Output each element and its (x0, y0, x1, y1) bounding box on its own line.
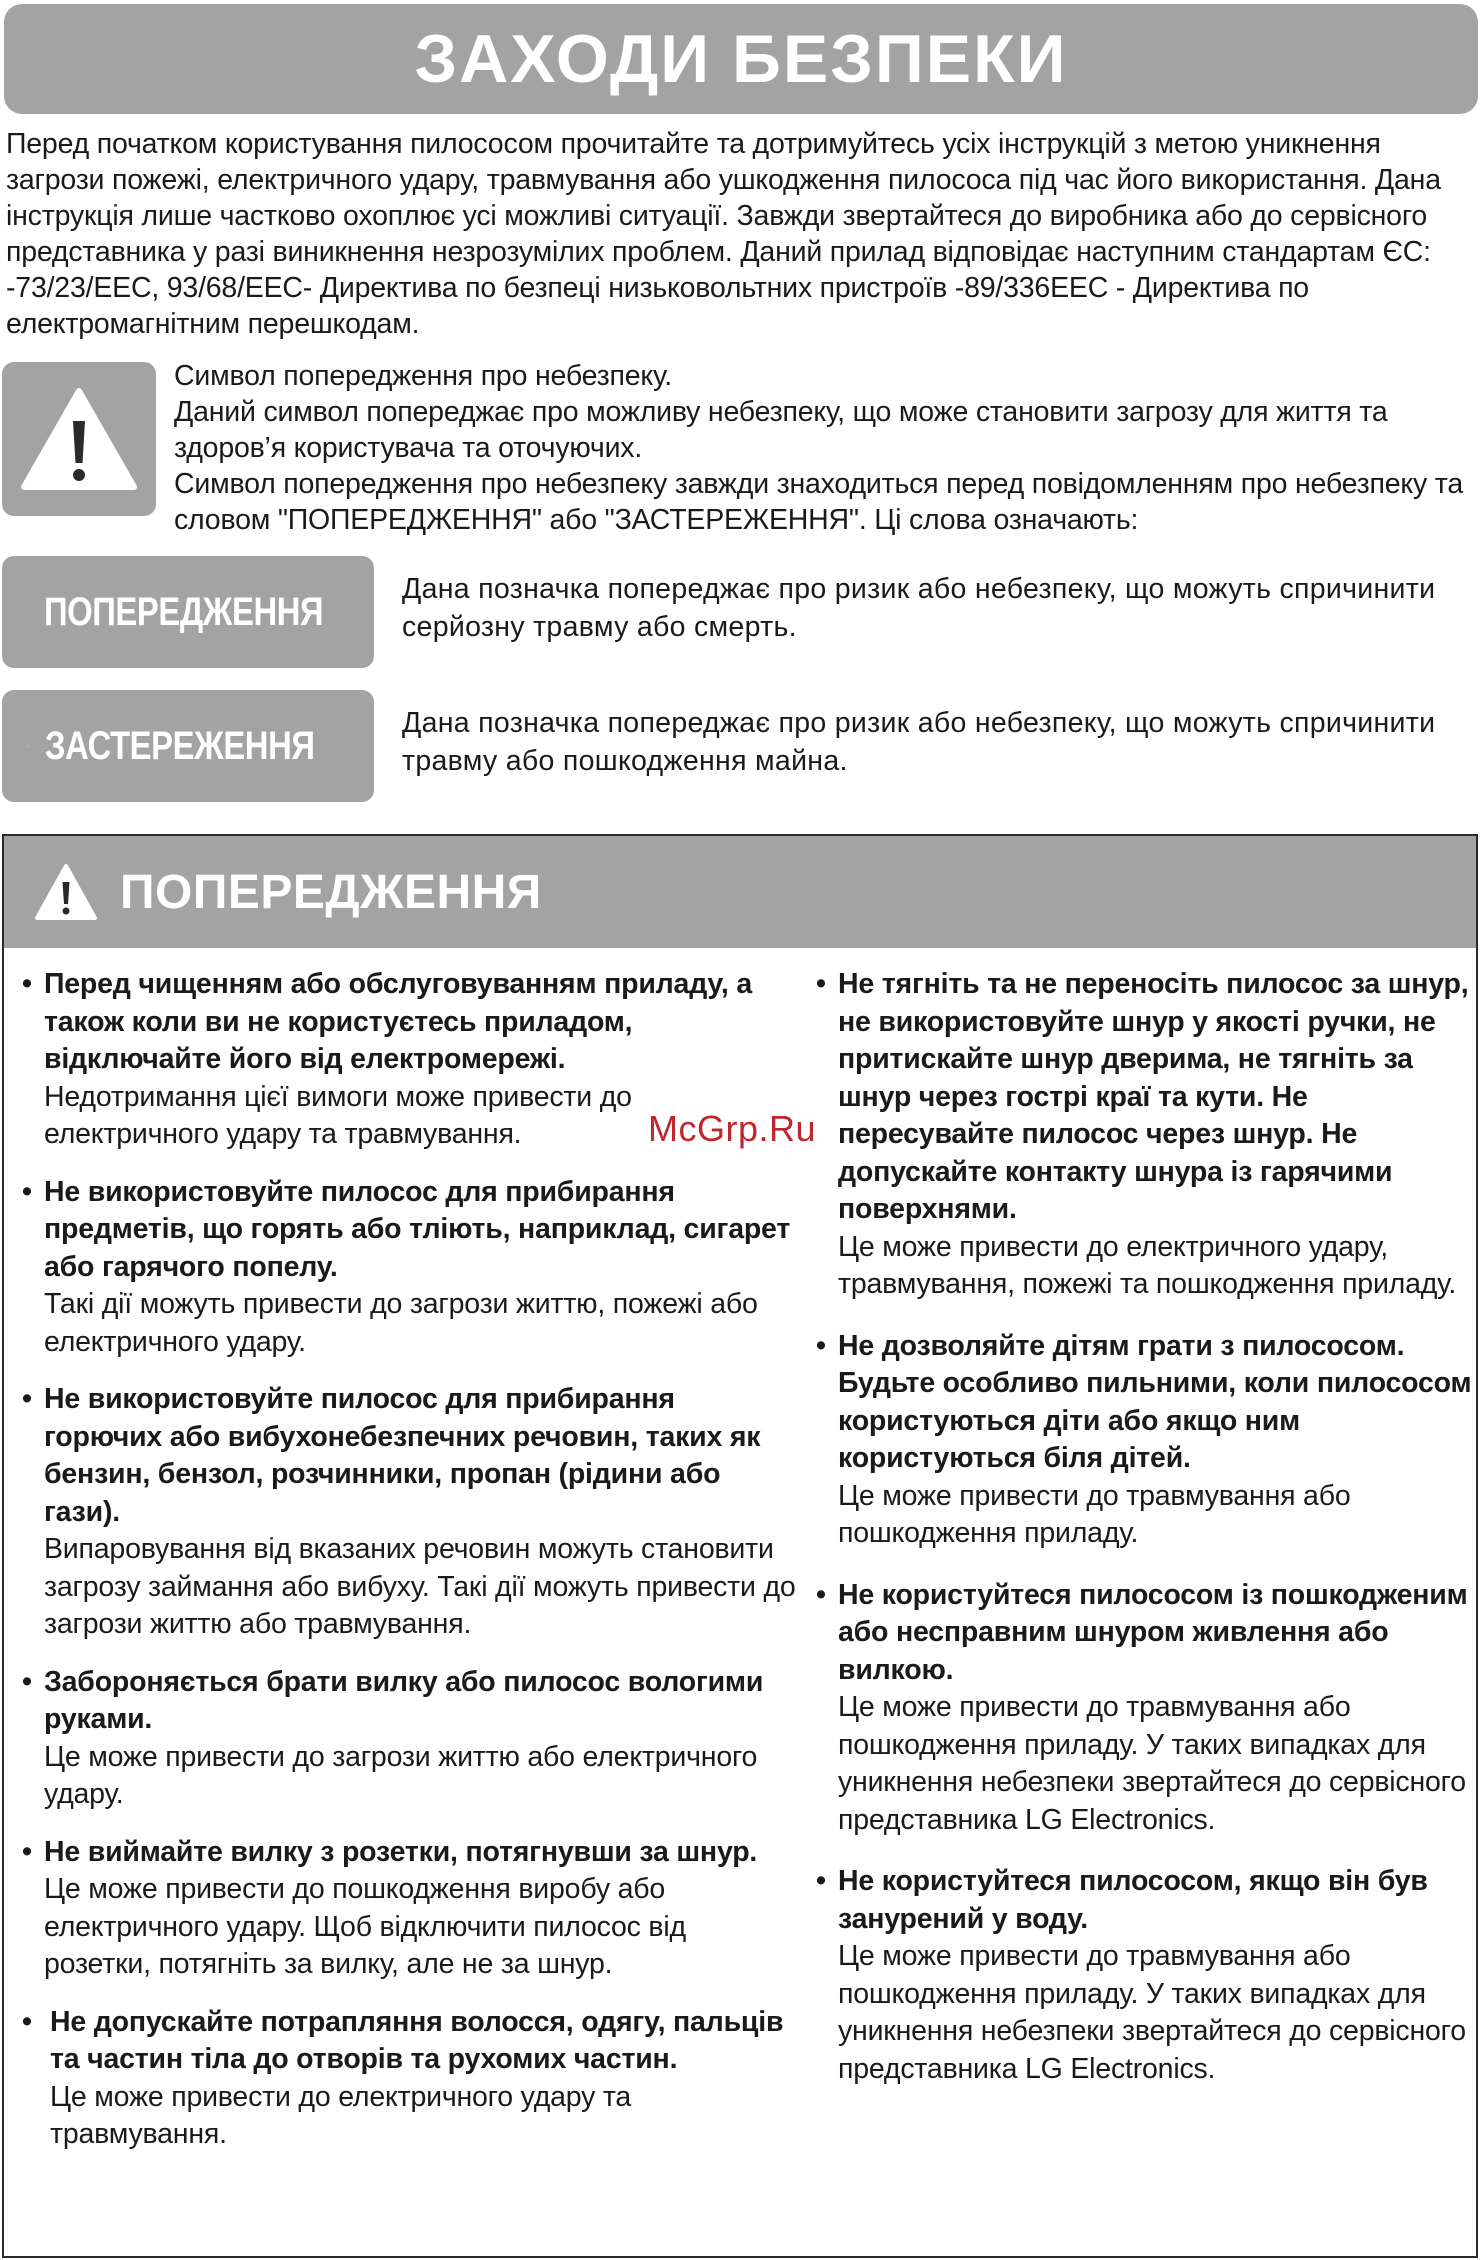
warning-section-header (4, 836, 1476, 948)
warning-triangle-icon (34, 863, 98, 921)
warning-item-text: Це може привести до травмування або пошкодження приладу. (838, 1479, 1351, 1549)
bullet: • (816, 1329, 826, 1362)
symbol-line: Символ попередження про небезпеку завжди знаходиться перед повідомленням про небезпеку та словом "ПОПЕРЕДЖЕННЯ" або "ЗАСТЕРЕЖЕННЯ". Ці слова означають: (174, 468, 1463, 536)
watermark: McGrp.Ru (648, 1108, 817, 1149)
warning-item (22, 1381, 798, 1644)
warning-item-text: Випаровування від вказаних речовин можуть становити загрозу займання або вибуху. Такі дії можуть привести до загрози життю або травмування. (44, 1533, 796, 1640)
warning-section (2, 834, 1478, 2258)
warning-item-title: Не використовуйте пилосос для прибирання горючих або вибухонебезпечних речовин, таких як бензин, бензол, розчинники, пропан (рідини або гази). (44, 1383, 761, 1528)
bullet: • (816, 968, 826, 1000)
badge-caution (2, 690, 374, 802)
warning-item-text: Це може привести до електричного удару, травмування, пожежі та пошкодження приладу. (838, 1230, 1457, 1300)
bullet: • (22, 2005, 32, 2038)
warning-section-title: ПОПЕРЕДЖЕННЯ (120, 865, 542, 919)
badge-label: ЗАСТЕРЕЖЕННЯ (45, 723, 315, 768)
badge-description: Дана позначка попереджає про ризик або небезпеку, що можуть спричинити травму або пошкодження майна. (402, 707, 1436, 777)
warning-item (22, 1174, 798, 1362)
warning-item (816, 1863, 1476, 2088)
warning-item-title: Не використовуйте пилосос для прибирання предметів, що горять або тліють, наприклад, сигарет або гарячого попелу. (44, 1175, 791, 1283)
intro-paragraph: Перед початком користування пилососом прочитайте та дотримуйтесь усіх інструкцій з метою уникнення загрози пожежі, електричного удару, травмування або ушкодження пилососа під час його використання. Дана інструкція лише частково охоплює усі можливі ситуації. Завжди звертайтеся до виробника або до сервісного представника у разі виникнення незрозумілих проблем. Даний прилад відповідає наступним стандартам ЄС: -73/23/EEC, 93/68/EEC- Директива по безпеці низьковольтних пристроїв -89/336EEC - Директива по електромагнітним перешкодам. (6, 128, 1441, 340)
warning-item (816, 1328, 1476, 1553)
warning-item-title: Не тягніть та не переносіть пилосос за шнур, не використовуйте шнур у якості ручки, не притискайте шнур дверима, не тягніть за шнур через гострі краї та кути. Не пересувайте пилосос через шнур. Не допускайте контакту шнура із гарячими поверхнями. (838, 968, 1469, 1225)
bullet: • (22, 1175, 32, 1208)
symbol-line: Символ попередження про небезпеку. (174, 360, 672, 392)
symbol-explanation (174, 358, 1478, 538)
page-title: ЗАХОДИ БЕЗПЕКИ (414, 21, 1068, 97)
bullet: • (816, 1865, 826, 1897)
warning-item-title: Не виймайте вилку з розетки, потягнувши за шнур. (44, 1835, 758, 1868)
warning-column-right (816, 966, 1476, 2088)
warning-item-text: Це може привести до травмування або пошкодження приладу. У таких випадках для уникнення небезпеки звертайтеся до сервісного представника LG Electronics. (838, 1691, 1466, 1836)
warning-symbol-box (2, 362, 156, 516)
warning-triangle-icon (20, 387, 138, 491)
title-bar (4, 4, 1478, 114)
badge-label: ПОПЕРЕДЖЕННЯ (44, 589, 324, 634)
badge-description: Дана позначка попереджає про ризик або небезпеку, що можуть спричинити серйозну травму або смерть. (402, 573, 1436, 643)
warning-triangle-icon (28, 720, 29, 772)
warning-item-title: Не допускайте потрапляння волосся, одягу, пальців та частин тіла до отворів та рухомих частин. (50, 2005, 784, 2075)
warning-item-text: Це може привести до електричного удару та травмування. (50, 2080, 632, 2150)
warning-item (816, 966, 1476, 1304)
warning-item-title: Не користуйтеся пилососом із пошкодженим або несправним шнуром живлення або вилкою. (838, 1578, 1468, 1686)
warning-item-title: Не користуйтеся пилососом, якщо він був занурений у воду. (838, 1865, 1428, 1935)
warning-item-text: Це може привести до травмування або пошкодження приладу. У таких випадках для уникнення небезпеки звертайтеся до сервісного представника LG Electronics. (838, 1940, 1466, 2085)
bullet: • (816, 1578, 826, 1611)
warning-item-title: Перед чищенням або обслуговуванням приладу, а також коли ви не користуєтесь приладом, відключайте його від електромережі. (44, 968, 753, 1075)
warning-item (22, 1664, 798, 1814)
warning-item-text: Такі дії можуть привести до загрози життю, пожежі або електричного удару. (44, 1288, 758, 1358)
warning-item (816, 1577, 1476, 1840)
warning-item (22, 1834, 798, 1984)
symbol-line: Даний символ попереджає про можливу небезпеку, що може становити загрозу для життя та здоров’я користувача та оточуючих. (174, 396, 1388, 464)
warning-item-title: Забороняється брати вилку або пилосос вологими руками. (44, 1665, 764, 1735)
bullet: • (22, 1835, 32, 1868)
bullet: • (22, 1665, 32, 1698)
bullet: • (22, 968, 32, 1000)
badge-warning (2, 556, 374, 668)
warning-item-text: Недотримання цієї вимоги може привести до електричного удару та травмування. (44, 1080, 632, 1150)
warning-item-text: Це може привести до загрози життю або електричного удару. (44, 1740, 758, 1810)
warning-item-text: Це може привести до пошкодження виробу або електричного удару. Щоб відключити пилосос від розетки, потягніть за вилку, але не за шнур. (44, 1873, 686, 1980)
bullet: • (22, 1383, 32, 1415)
warning-item-title: Не дозволяйте дітям грати з пилососом. Будьте особливо пильними, коли пилососом користуються діти або якщо ним користуються біля дітей. (838, 1329, 1472, 1474)
warning-item (22, 2004, 798, 2154)
